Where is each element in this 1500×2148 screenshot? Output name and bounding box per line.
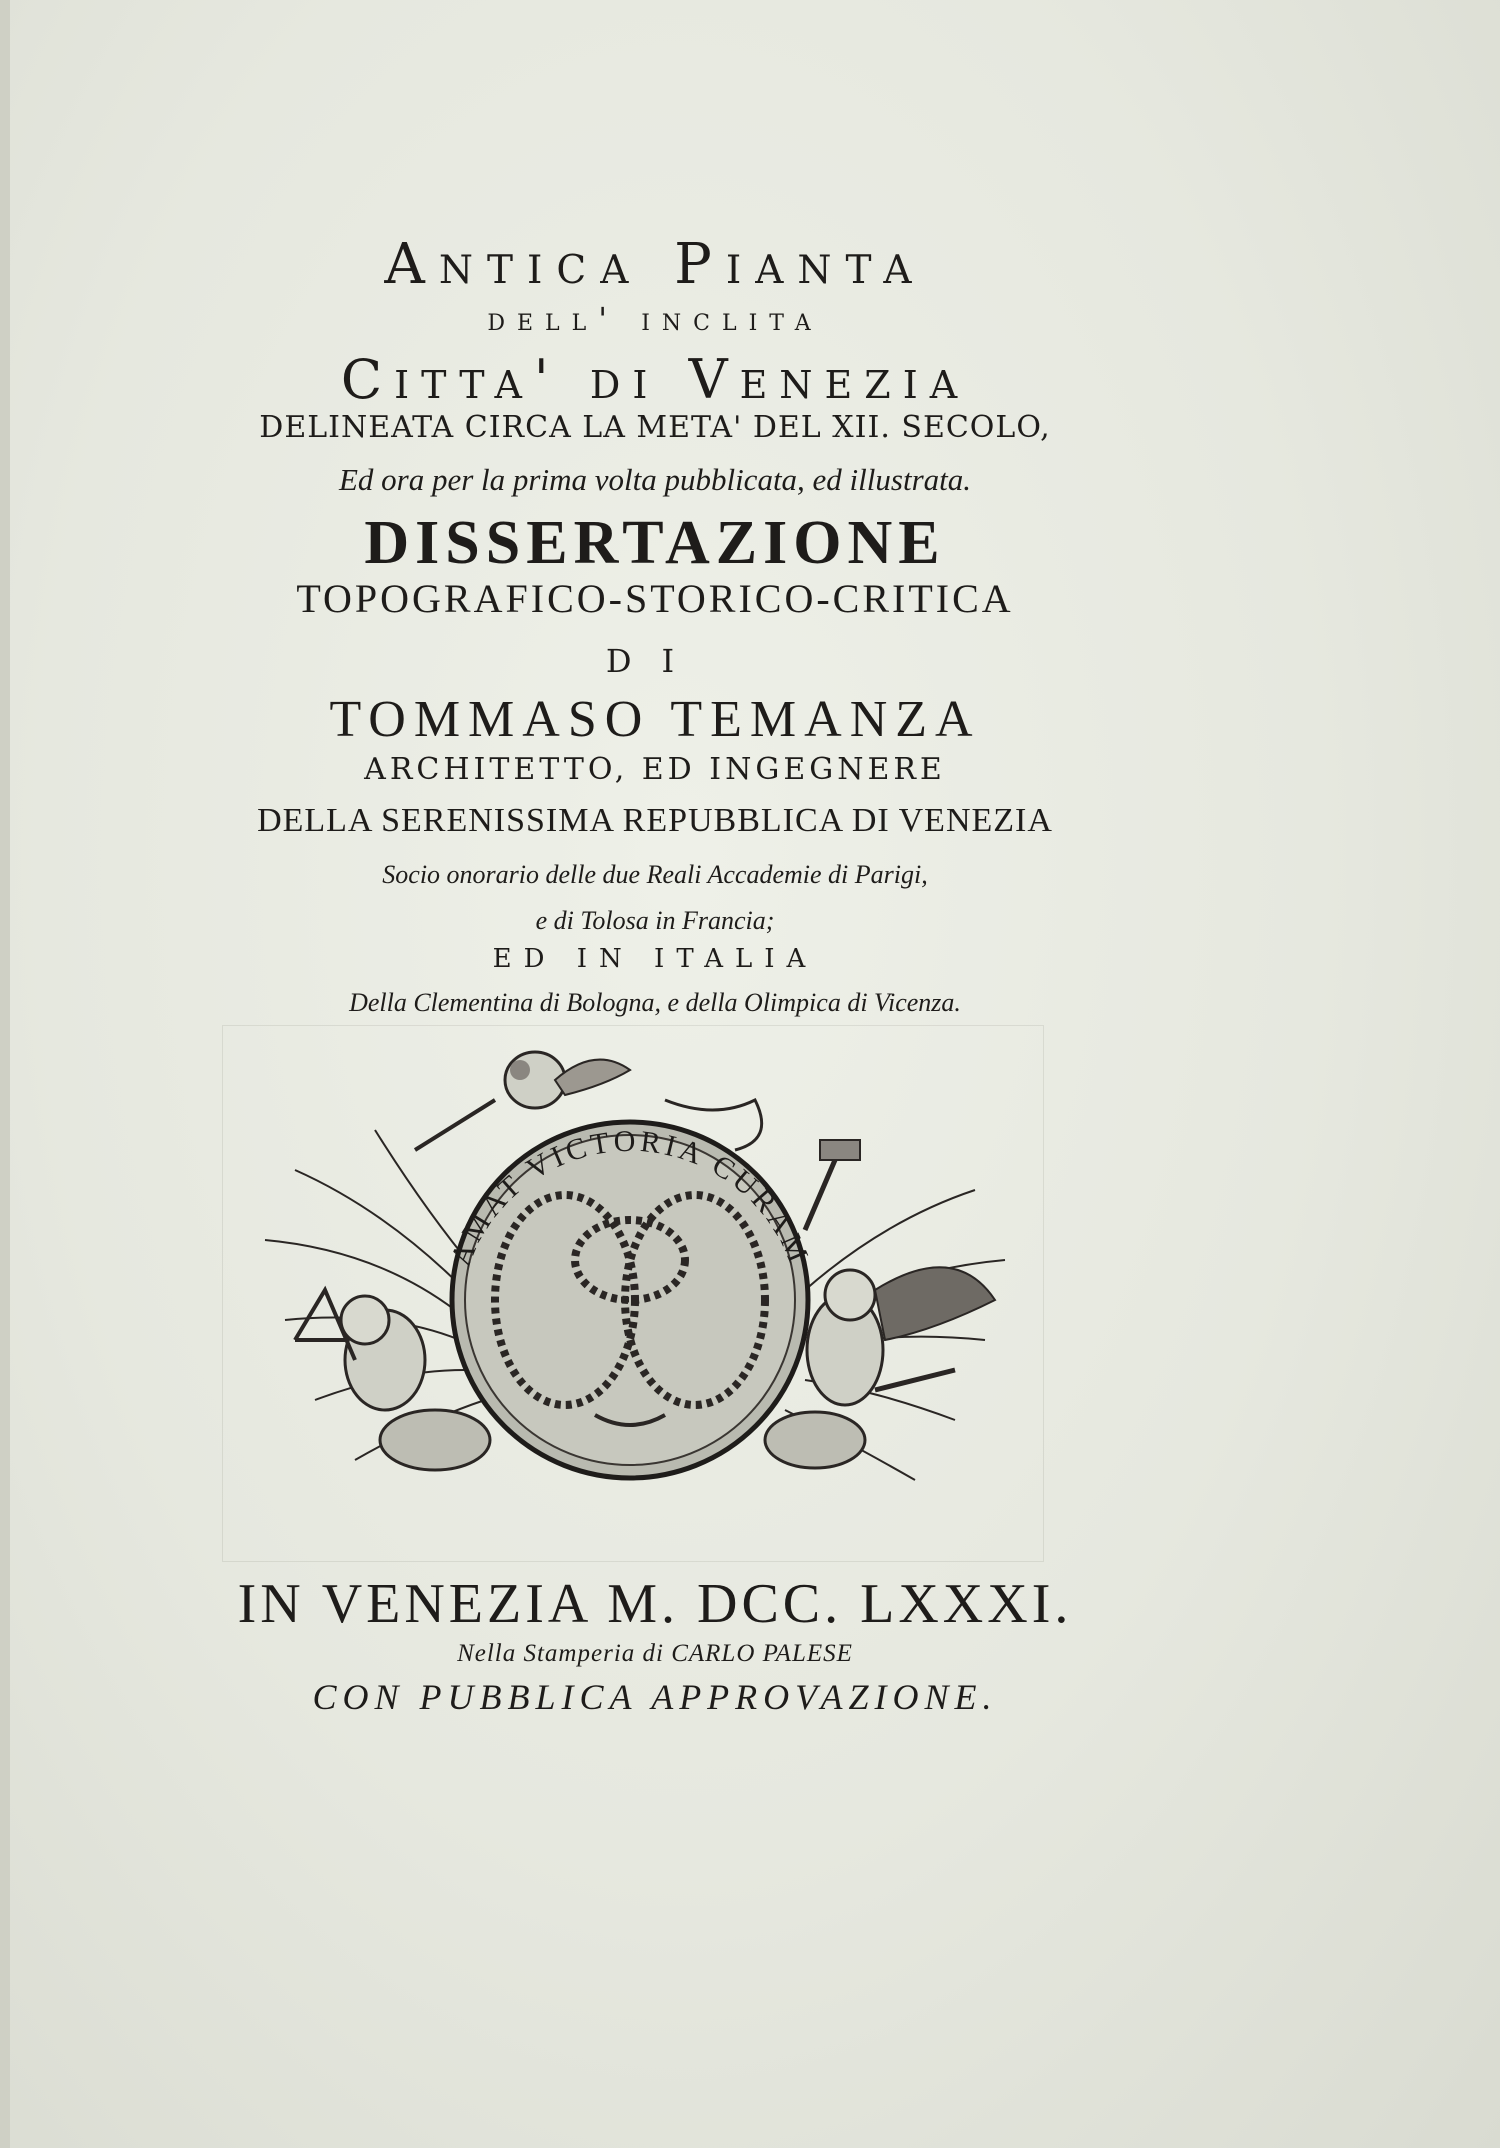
academies-line2: e di Tolosa in Francia; (535, 906, 775, 935)
heading-dissertazione: DISSERTAZIONE (364, 509, 946, 577)
vignette-motto: AMAT VICTORIA CURAM (443, 1124, 817, 1271)
academies-line3: Della Clementina di Bologna, e della Olimpica di Vicenza. (349, 988, 961, 1017)
imprint-approval: CON PUBBLICA APPROVAZIONE. (312, 1677, 998, 1717)
author-affiliation: DELLA SERENISSIMA REPUBBLICA DI VENEZIA (257, 802, 1053, 839)
author-name: TOMMASO TEMANZA (329, 691, 981, 748)
title-citta-di-venezia: Citta' di Venezia (340, 348, 970, 411)
academies-italia: ED IN ITALIA (492, 944, 818, 974)
author-title: ARCHITETTO, ED INGEGNERE (364, 752, 946, 787)
text-di: DI (605, 642, 705, 680)
title-dell-inclita: dell' inclita (487, 300, 823, 338)
imprint-place-date: IN VENEZIA M. DCC. LXXXI. (237, 1573, 1073, 1635)
engraved-vignette (235, 1040, 1025, 1550)
subtitle-delineata: DELINEATA CIRCA LA META' DEL XII. SECOLO, (259, 410, 1051, 445)
heading-topografico: TOPOGRAFICO-STORICO-CRITICA (296, 576, 1014, 621)
title-antica-pianta: Antica Pianta (384, 232, 926, 297)
imprint-printer: Nella Stamperia di CARLO PALESE (457, 1640, 853, 1667)
subtitle-pubblicata: Ed ora per la prima volta pubblicata, ed illustrata. (338, 462, 972, 497)
academies-line1: Socio onorario delle due Reali Accademie di Parigi, (382, 860, 928, 889)
medallion (444, 1122, 816, 1478)
